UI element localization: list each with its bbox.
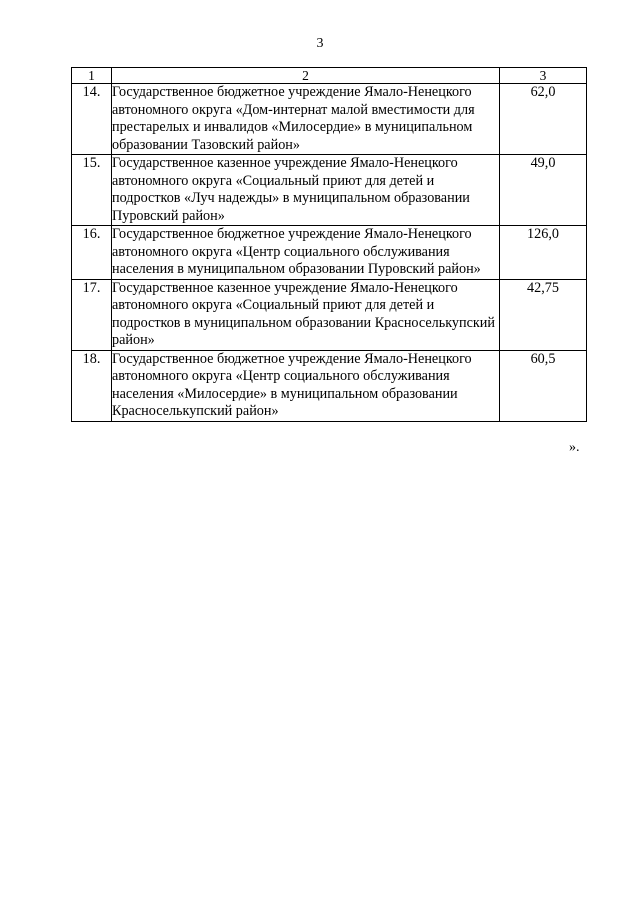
- row-value: 49,0: [500, 155, 587, 226]
- column-header-2: 2: [112, 68, 500, 84]
- column-header-1: 1: [72, 68, 112, 84]
- institution-name: Государственное бюджетное учреждение Ямало-Ненецкого автономного округа «Центр социального обслуживания населения в муниципальном образовании Пуровский район»: [112, 226, 500, 280]
- row-number: 18.: [72, 350, 112, 421]
- row-value: 126,0: [500, 226, 587, 280]
- row-value: 60,5: [500, 350, 587, 421]
- row-number: 16.: [72, 226, 112, 280]
- institutions-table: [71, 67, 587, 422]
- table-header-row: [72, 68, 587, 84]
- closing-quote-mark: ».: [569, 440, 580, 455]
- institution-name: Государственное казенное учреждение Ямало-Ненецкого автономного округа «Социальный приют для детей и подростков в муниципальном образовании Красноселькупский район»: [112, 279, 500, 350]
- table-row: [72, 155, 587, 226]
- institution-name: Государственное бюджетное учреждение Ямало-Ненецкого автономного округа «Дом-интернат малой вместимости для престарелых и инвалидов «Милосердие» в муниципальном образовании Тазовский район»: [112, 84, 500, 155]
- row-number: 15.: [72, 155, 112, 226]
- row-value: 62,0: [500, 84, 587, 155]
- table-row: [72, 279, 587, 350]
- page-number: 3: [316, 36, 324, 51]
- column-header-3: 3: [500, 68, 587, 84]
- institution-name: Государственное казенное учреждение Ямало-Ненецкого автономного округа «Социальный приют для детей и подростков «Луч надежды» в муниципальном образовании Пуровский район»: [112, 155, 500, 226]
- table-row: [72, 226, 587, 280]
- table-row: [72, 350, 587, 421]
- row-value: 42,75: [500, 279, 587, 350]
- row-number: 14.: [72, 84, 112, 155]
- institution-name: Государственное бюджетное учреждение Ямало-Ненецкого автономного округа «Центр социального обслуживания населения «Милосердие» в муниципальном образовании Красноселькупский район»: [112, 350, 500, 421]
- table-row: [72, 84, 587, 155]
- row-number: 17.: [72, 279, 112, 350]
